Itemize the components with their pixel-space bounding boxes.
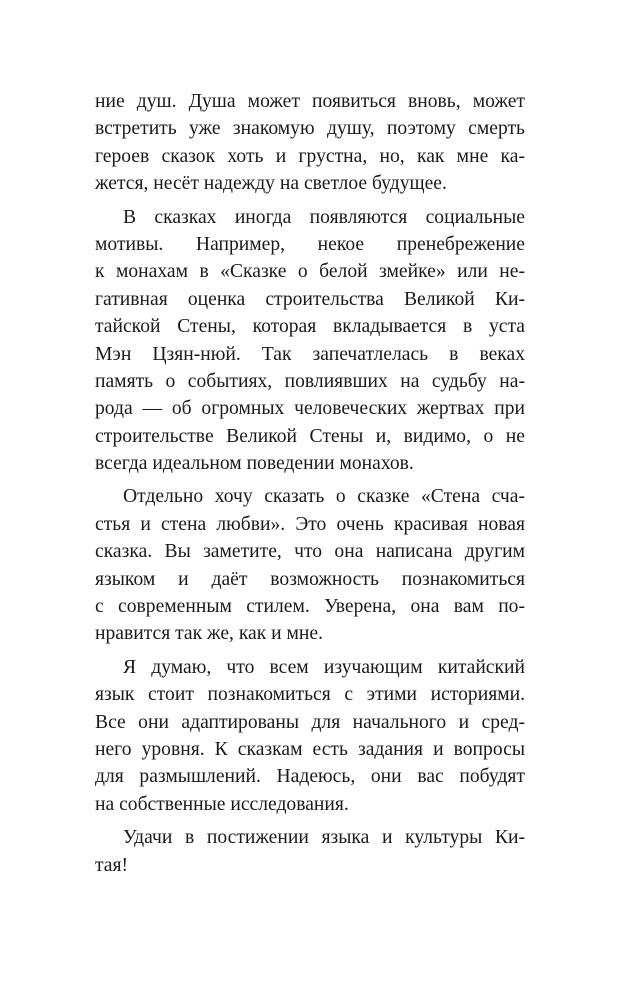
paragraph [95,824,525,879]
text-line: В сказках иногда появляются социальные [123,206,525,228]
text-line: для размышлений. Надеюсь, они вас побудят [95,766,525,788]
text-line: Я думаю, что всем изучающим китайский [123,656,525,678]
text-line: строительстве Великой Стены и, видимо, о не [95,425,525,447]
text-line: всегда идеальном поведении монахов. [95,453,414,475]
text-line: ние душ. Душа может появиться вновь, может [95,91,525,112]
text-line: тая! [95,854,129,876]
text-line: сказка. Вы заметите, что она написана другим [95,541,525,563]
text-line: память о событиях, повлиявших на судьбу на- [95,370,525,392]
text-line: героев сказок хоть и грустна, но, как мне ка- [95,145,525,167]
text-line: на собственные исследования. [95,793,349,815]
text-line: к монахам в «Сказке о белой змейке» или не- [95,261,525,283]
paragraph [95,88,525,198]
text-line: нравится так же, как и мне. [95,623,324,645]
text-line: с современным стилем. Уверена, она вам по- [95,596,525,618]
text-line: тайской Стены, которая вкладывается в уста [95,316,525,338]
paragraph [95,483,525,647]
paragraph [95,654,525,818]
text-line: язык стоит познакомиться с этими историями. [95,684,525,706]
text-line: жется, несёт надежду на светлое будущее. [95,173,447,195]
text-line: рода — об огромных человеческих жертвах при [95,398,525,420]
text-line: Мэн Цзян-нюй. Так запечатлелась в веках [95,343,525,365]
text-line: него уровня. К сказкам есть задания и вопросы [95,738,525,760]
paragraph [95,204,525,478]
body-text [95,88,525,879]
text-line: языком и даёт возможность познакомиться [95,568,525,590]
text-line: гативная оценка строительства Великой Ки- [95,288,525,310]
text-line: мотивы. Например, некое пренебрежение [95,233,525,255]
text-line: Все они адаптированы для начального и сред- [95,711,525,733]
text-line: Отдельно хочу сказать о сказке «Стена сча- [123,486,525,508]
text-line: Удачи в постижении языка и культуры Ки- [123,827,525,849]
text-line: встретить уже знакомую душу, поэтому смерть [95,118,525,140]
text-line: стья и стена любви». Это очень красивая новая [95,513,525,535]
